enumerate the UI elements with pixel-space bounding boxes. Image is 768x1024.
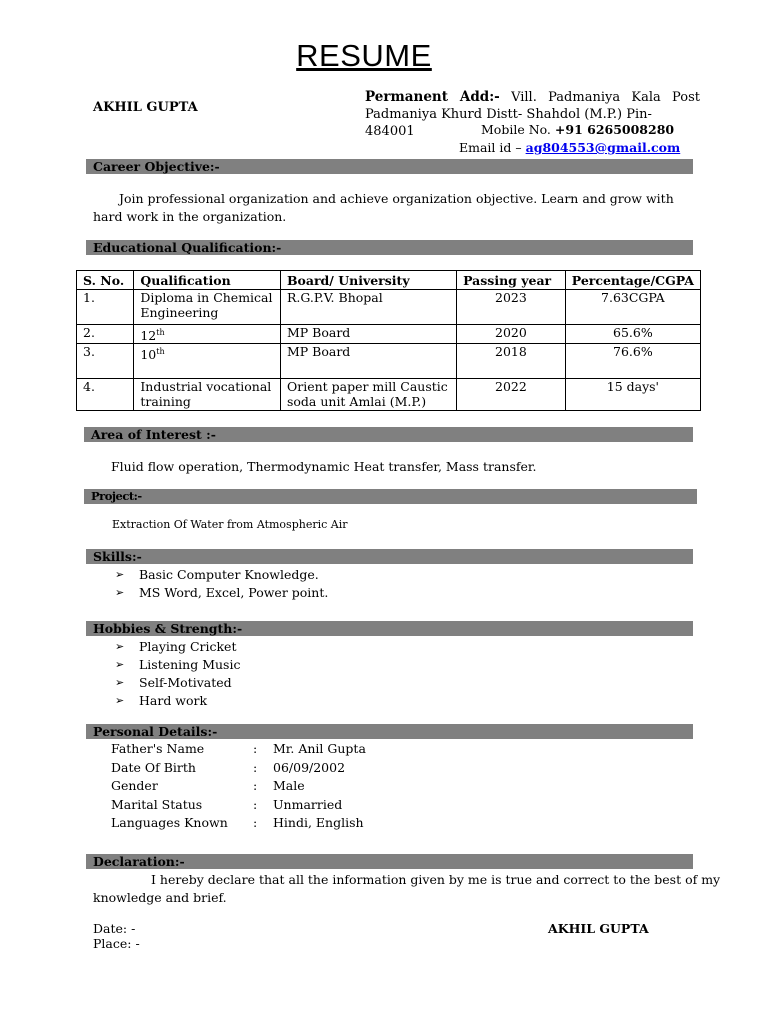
detail-row	[111, 796, 366, 815]
table-cell: 2023	[457, 290, 566, 325]
hobbies-list	[115, 638, 240, 710]
career-objective-line-2: hard work in the organization.	[93, 209, 287, 224]
table-cell: 2022	[457, 379, 566, 411]
declaration-line-2: knowledge and brief.	[93, 890, 227, 905]
hobbies-header: Hobbies & Strength:-	[86, 621, 693, 636]
table-cell: Industrial vocational training	[134, 379, 281, 411]
table-header: Board/ University	[280, 271, 456, 290]
table-cell: 2018	[457, 344, 566, 379]
table-cell: 7.63CGPA	[565, 290, 700, 325]
table-cell: MP Board	[280, 344, 456, 379]
career-objective-header: Career Objective:-	[86, 159, 693, 174]
detail-separator: :	[253, 815, 258, 830]
table-cell: 15 days'	[565, 379, 700, 411]
skills-header: Skills:-	[86, 549, 693, 564]
table-cell: MP Board	[280, 325, 456, 344]
address-label: Permanent Add:-	[365, 89, 500, 105]
detail-key: Gender	[111, 778, 158, 793]
personal-details-list	[111, 740, 366, 833]
table-cell: 1.	[77, 290, 134, 325]
project-text: Extraction Of Water from Atmospheric Air	[112, 518, 348, 531]
table-cell: R.G.P.V. Bhopal	[280, 290, 456, 325]
table-cell: 4.	[77, 379, 134, 411]
table-header: S. No.	[77, 271, 134, 290]
detail-value: Unmarried	[273, 796, 343, 812]
list-item: ➢ Self-Motivated	[115, 674, 240, 692]
table-cell: 2020	[457, 325, 566, 344]
detail-key: Father's Name	[111, 741, 205, 756]
address-line-2: Padmaniya Khurd Distt- Shahdol (M.P.) Pin-484001	[365, 107, 652, 139]
place-field: Place: -	[93, 936, 140, 951]
area-of-interest-text: Fluid flow operation, Thermodynamic Heat transfer, Mass transfer.	[111, 459, 537, 474]
superscript: th	[156, 328, 165, 337]
skills-list	[115, 566, 328, 602]
table-header: Percentage/CGPA	[565, 271, 700, 290]
email-line	[459, 140, 680, 155]
candidate-name: AKHIL GUPTA	[93, 100, 198, 115]
education-header: Educational Qualification:-	[86, 240, 693, 255]
email-link[interactable]: ag804553@gmail.com	[525, 140, 681, 155]
detail-separator: :	[253, 796, 258, 812]
mobile-number: +91 6265008280	[554, 122, 675, 137]
date-field: Date: -	[93, 921, 136, 936]
detail-separator: :	[253, 778, 258, 793]
signature-name: AKHIL GUPTA	[548, 921, 649, 936]
detail-key: Languages Known	[111, 815, 228, 830]
detail-key: Date Of Birth	[111, 759, 196, 775]
list-item: ➢ MS Word, Excel, Power point.	[115, 584, 328, 602]
address-line-1	[365, 89, 700, 106]
table-cell: Orient paper mill Caustic soda unit Amlai (M.P.)	[280, 379, 456, 411]
detail-row	[111, 777, 366, 796]
table-row	[77, 379, 701, 411]
table-cell: 2.	[77, 325, 134, 344]
detail-key: Marital Status	[111, 796, 203, 812]
table-header: Qualification	[134, 271, 281, 290]
mobile-line	[481, 122, 674, 137]
detail-value: Mr. Anil Gupta	[273, 741, 366, 756]
qualification-text: 12	[140, 328, 157, 344]
email-label: Email id –	[459, 140, 522, 155]
detail-separator: :	[253, 759, 258, 775]
table-cell: 65.6%	[565, 325, 700, 344]
declaration-header: Declaration:-	[86, 854, 693, 869]
table-row	[77, 344, 701, 379]
table-header-row	[77, 271, 701, 290]
superscript: th	[156, 347, 165, 357]
list-item: ➢ Hard work	[115, 692, 240, 710]
career-objective-line-1: Join professional organization and achieve organization objective. Learn and grow with	[119, 191, 674, 206]
detail-value: Hindi, English	[273, 815, 364, 830]
table-cell: 76.6%	[565, 344, 700, 379]
detail-separator: :	[253, 741, 258, 756]
list-item: ➢ Listening Music	[115, 656, 240, 674]
table-row	[77, 325, 701, 344]
table-cell: Diploma in Chemical Engineering	[134, 290, 281, 325]
table-cell: 3.	[77, 344, 134, 379]
table-cell	[134, 325, 281, 344]
detail-row	[111, 814, 366, 833]
detail-value: Male	[273, 778, 305, 793]
table-cell	[134, 344, 281, 379]
education-table	[76, 270, 701, 411]
detail-value: 06/09/2002	[273, 759, 346, 775]
resume-title: RESUME	[296, 38, 432, 73]
detail-row	[111, 740, 366, 759]
area-of-interest-header: Area of Interest :-	[84, 427, 693, 442]
table-header: Passing year	[457, 271, 566, 290]
mobile-label: Mobile No.	[481, 122, 551, 137]
qualification-text: 10	[140, 347, 157, 363]
list-item: ➢ Basic Computer Knowledge.	[115, 566, 328, 584]
detail-row	[111, 759, 366, 778]
project-header: Project:-	[84, 489, 697, 504]
address-text-1: Vill. Padmaniya Kala Post	[511, 90, 700, 105]
list-item: ➢ Playing Cricket	[115, 638, 240, 656]
table-row	[77, 290, 701, 325]
declaration-line-1: I hereby declare that all the information given by me is true and correct to the best of my	[151, 872, 721, 887]
personal-details-header: Personal Details:-	[86, 724, 693, 739]
